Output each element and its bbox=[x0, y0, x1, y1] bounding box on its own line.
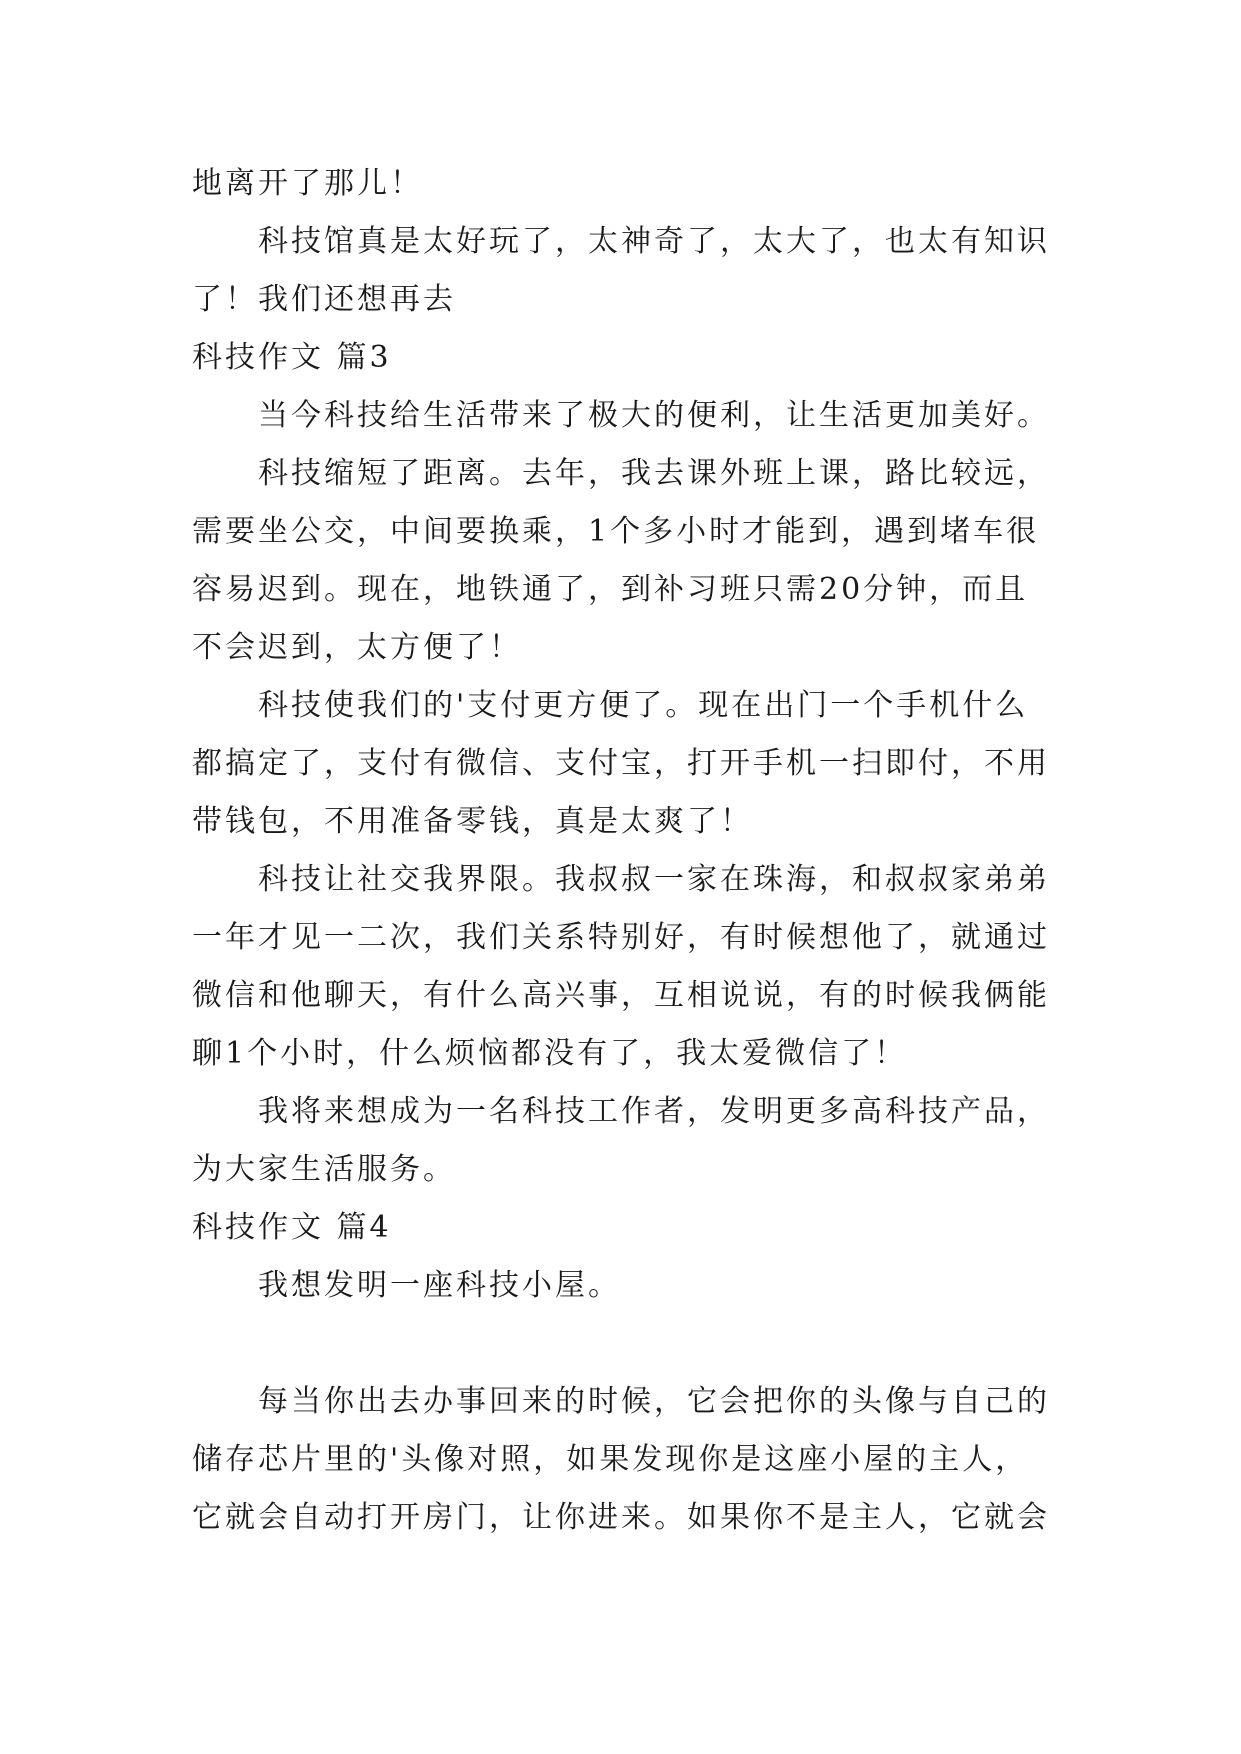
paragraph-start: 科技缩短了距离。去年，我去课外班上课，路比较远， bbox=[258, 456, 1050, 491]
paragraph-start: 科技使我们的'支付更方便了。现在出门一个手机什么 bbox=[258, 688, 1029, 723]
text-line: 微信和他聊天，有什么高兴事，互相说说，有的时候我俩能 bbox=[192, 978, 1050, 1013]
text-line: 储存芯片里的'头像对照，如果发现你是这座小屋的主人， bbox=[192, 1442, 1029, 1477]
text-line: 它就会自动打开房门，让你进来。如果你不是主人，它就会 bbox=[192, 1500, 1050, 1535]
paragraph-start: 我想发明一座科技小屋。 bbox=[258, 1268, 621, 1303]
paragraph-start: 当今科技给生活带来了极大的便利，让生活更加美好。 bbox=[258, 398, 1050, 433]
text-line: 了！我们还想再去 bbox=[192, 282, 456, 317]
text-line: 聊1个小时，什么烦恼都没有了，我太爱微信了！ bbox=[192, 1036, 908, 1071]
text-line: 都搞定了，支付有微信、支付宝，打开手机一扫即付，不用 bbox=[192, 746, 1050, 781]
text-line: 一年才见一二次，我们关系特别好，有时候想他了，就通过 bbox=[192, 920, 1050, 955]
text-line: 为大家生活服务。 bbox=[192, 1152, 456, 1187]
paragraph-start: 我将来想成为一名科技工作者，发明更多高科技产品， bbox=[258, 1094, 1050, 1129]
text-line: 需要坐公交，中间要换乘，1个多小时才能到，遇到堵车很 bbox=[192, 514, 1040, 549]
paragraph-start: 科技馆真是太好玩了，太神奇了，太大了，也太有知识 bbox=[258, 224, 1050, 259]
section-heading: 科技作文 篇4 bbox=[192, 1210, 392, 1245]
text-line: 不会迟到，太方便了！ bbox=[192, 630, 522, 665]
text-line: 容易迟到。现在，地铁通了，到补习班只需20分钟，而且 bbox=[192, 572, 1029, 607]
paragraph-start: 每当你出去办事回来的时候，它会把你的头像与自己的 bbox=[258, 1384, 1050, 1419]
section-heading: 科技作文 篇3 bbox=[192, 340, 392, 375]
text-line: 带钱包，不用准备零钱，真是太爽了！ bbox=[192, 804, 753, 839]
paragraph-start: 科技让社交我界限。我叔叔一家在珠海，和叔叔家弟弟 bbox=[258, 862, 1050, 897]
text-line: 地离开了那儿！ bbox=[192, 166, 423, 201]
